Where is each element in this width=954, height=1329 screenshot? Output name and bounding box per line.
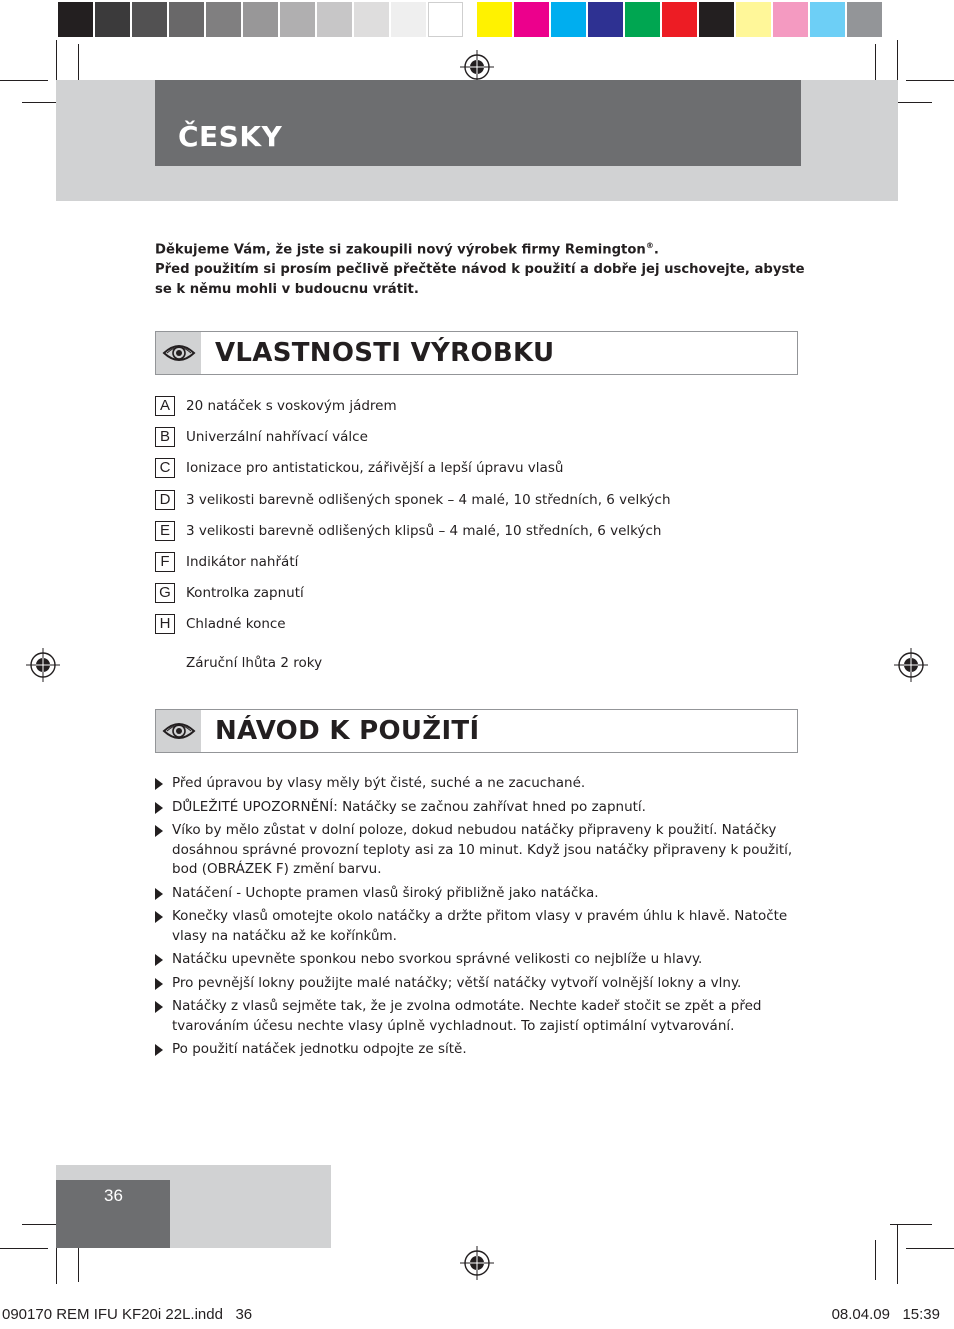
- page-title: ČESKY: [178, 120, 283, 153]
- instruction-text: Natáčku upevněte sponkou nebo svorkou správné velikosti co nejblíže u hlavy.: [172, 951, 703, 967]
- registration-mark-icon: [460, 50, 494, 84]
- gray-swatch: [243, 2, 278, 37]
- feature-item: [155, 427, 805, 458]
- crop-mark: [906, 1248, 954, 1249]
- crop-mark: [875, 1240, 876, 1280]
- instruction-item: [155, 997, 805, 1036]
- feature-letter-label: G: [155, 583, 175, 603]
- gray-swatch: [95, 2, 130, 37]
- intro-text: [155, 236, 815, 300]
- feature-letter-label: C: [155, 458, 175, 478]
- feature-letter-label: E: [155, 521, 175, 541]
- eye-icon: [162, 720, 196, 742]
- registered-mark: ®: [645, 241, 654, 250]
- color-swatch: [625, 2, 660, 37]
- instruction-text: Natáčky z vlasů sejměte tak, že je zvolna odmotáte. Nechte kadeř stočit se zpět a před tvarováním účesu nechte vlasy úplně vychladnout. To zajistí optimální vytvarování.: [172, 998, 762, 1034]
- feature-text: 3 velikosti barevně odlišených sponek – 4 malé, 10 středních, 6 velkých: [186, 491, 671, 508]
- section-icon-cell: [156, 332, 201, 374]
- features-list: [155, 396, 805, 646]
- bullet-triangle-icon: [155, 778, 163, 790]
- instruction-text: Po použití natáček jednotku odpojte ze sítě.: [172, 1041, 467, 1057]
- instruction-item: [155, 907, 805, 946]
- feature-item: [155, 583, 805, 614]
- bullet-triangle-icon: [155, 1001, 163, 1013]
- feature-item: [155, 396, 805, 427]
- feature-text: Chladné konce: [186, 616, 286, 633]
- bullet-triangle-icon: [155, 802, 163, 814]
- bullet-triangle-icon: [155, 888, 163, 900]
- color-swatch: [847, 2, 882, 37]
- eye-icon: [162, 342, 196, 364]
- feature-text: Kontrolka zapnutí: [186, 585, 304, 602]
- instruction-item: [155, 1040, 805, 1060]
- feature-item: [155, 490, 805, 521]
- crop-mark: [0, 80, 48, 81]
- print-slug-filename: 090170 REM IFU KF20i 22L.indd 36: [2, 1306, 253, 1323]
- crop-mark: [78, 44, 79, 80]
- color-swatch: [588, 2, 623, 37]
- instruction-item: [155, 774, 805, 794]
- crop-mark: [906, 80, 954, 81]
- section-heading-features: [155, 331, 798, 375]
- gray-swatch: [132, 2, 167, 37]
- bullet-triangle-icon: [155, 911, 163, 923]
- intro-line-1: [155, 236, 815, 260]
- instruction-text: Víko by mělo zůstat v dolní poloze, dokud nebudou natáčky připraveny k použití. Natáčky dosáhnou správné provozní teploty asi za 10 minut. Když jsou natáčky připraveny k použití, bod (OBRÁZEK F) změní barvu.: [172, 822, 793, 877]
- gray-swatch: [317, 2, 352, 37]
- instruction-text: Konečky vlasů omotejte okolo natáčky a držte přitom vlasy v pravém úhlu k hlavě. Natočte vlasy na natáčku až ke kořínkům.: [172, 908, 788, 944]
- print-slug-datetime: 08.04.09 15:39: [831, 1306, 940, 1323]
- gray-swatch: [391, 2, 426, 37]
- intro-line-1-end: .: [653, 242, 659, 258]
- feature-text: Ionizace pro antistatickou, zářivější a lepší úpravu vlasů: [186, 460, 564, 477]
- color-swatch: [810, 2, 845, 37]
- section-title-features: VLASTNOSTI VÝROBKU: [215, 338, 555, 368]
- instruction-text: DŮLEŽITÉ UPOZORNĚNÍ: Natáčky se začnou zahřívat hned po zapnutí.: [172, 798, 646, 815]
- registration-mark-icon: [894, 648, 928, 682]
- feature-item: [155, 458, 805, 489]
- instruction-item: [155, 798, 805, 818]
- color-swatch: [514, 2, 549, 37]
- crop-mark: [875, 44, 876, 80]
- instruction-text: Natáčení - Uchopte pramen vlasů široký přibližně jako natáčka.: [172, 884, 599, 901]
- bullet-triangle-icon: [155, 825, 163, 837]
- color-swatch: [699, 2, 734, 37]
- instructions-list: [155, 774, 805, 1064]
- registration-mark-icon: [26, 648, 60, 682]
- instruction-item: [155, 821, 805, 880]
- gray-swatch: [58, 2, 93, 37]
- feature-letter-label: B: [155, 427, 175, 447]
- gray-swatch: [169, 2, 204, 37]
- gray-swatch: [206, 2, 241, 37]
- section-icon-cell: [156, 710, 201, 752]
- color-swatch: [477, 2, 512, 37]
- feature-item: [155, 614, 805, 645]
- feature-letter-label: H: [155, 614, 175, 634]
- warranty-text: Záruční lhůta 2 roky: [186, 655, 323, 671]
- feature-item: [155, 521, 805, 552]
- color-swatch: [551, 2, 586, 37]
- feature-letter-label: D: [155, 490, 175, 510]
- bullet-triangle-icon: [155, 1044, 163, 1056]
- section-title-instructions: NÁVOD K POUŽITÍ: [215, 716, 480, 746]
- crop-mark: [0, 1248, 48, 1249]
- crop-mark: [897, 1224, 898, 1284]
- intro-line-1-text: Děkujeme Vám, že jste si zakoupili nový výrobek firmy Remington: [155, 242, 646, 258]
- feature-text: 3 velikosti barevně odlišených klipsů – 4 malé, 10 středních, 6 velkých: [186, 522, 662, 539]
- section-heading-instructions: [155, 709, 798, 753]
- page-number: 36: [104, 1186, 123, 1205]
- instruction-item: [155, 884, 805, 904]
- instruction-item: [155, 950, 805, 970]
- color-swatch: [773, 2, 808, 37]
- color-swatch: [736, 2, 771, 37]
- feature-item: [155, 552, 805, 583]
- gray-swatch: [428, 2, 463, 37]
- crop-mark: [78, 1248, 79, 1282]
- instruction-text: Před úpravou by vlasy měly být čisté, suché a ne zacuchané.: [172, 775, 586, 791]
- instruction-text: Pro pevnější lokny použijte malé natáčky; větší natáčky vytvoří volnější lokny a vlny.: [172, 974, 742, 991]
- bullet-triangle-icon: [155, 954, 163, 966]
- feature-text: 20 natáček s voskovým jádrem: [186, 398, 397, 414]
- color-calibration-bar: [58, 2, 884, 38]
- feature-text: Univerzální nahřívací válce: [186, 429, 368, 446]
- instruction-item: [155, 974, 805, 994]
- feature-letter-label: F: [155, 552, 175, 572]
- bullet-triangle-icon: [155, 978, 163, 990]
- intro-line-2: Před použitím si prosím pečlivě přečtěte návod k použití a dobře jej uschovejte, abyste se k němu mohli v budoucnu vrátit.: [155, 262, 805, 298]
- color-swatch: [662, 2, 697, 37]
- feature-text: Indikátor nahřátí: [186, 553, 299, 570]
- gray-swatch: [280, 2, 315, 37]
- swatch-gap: [465, 2, 477, 38]
- gray-swatch: [354, 2, 389, 37]
- registration-mark-icon: [460, 1246, 494, 1280]
- feature-letter-label: A: [155, 396, 175, 416]
